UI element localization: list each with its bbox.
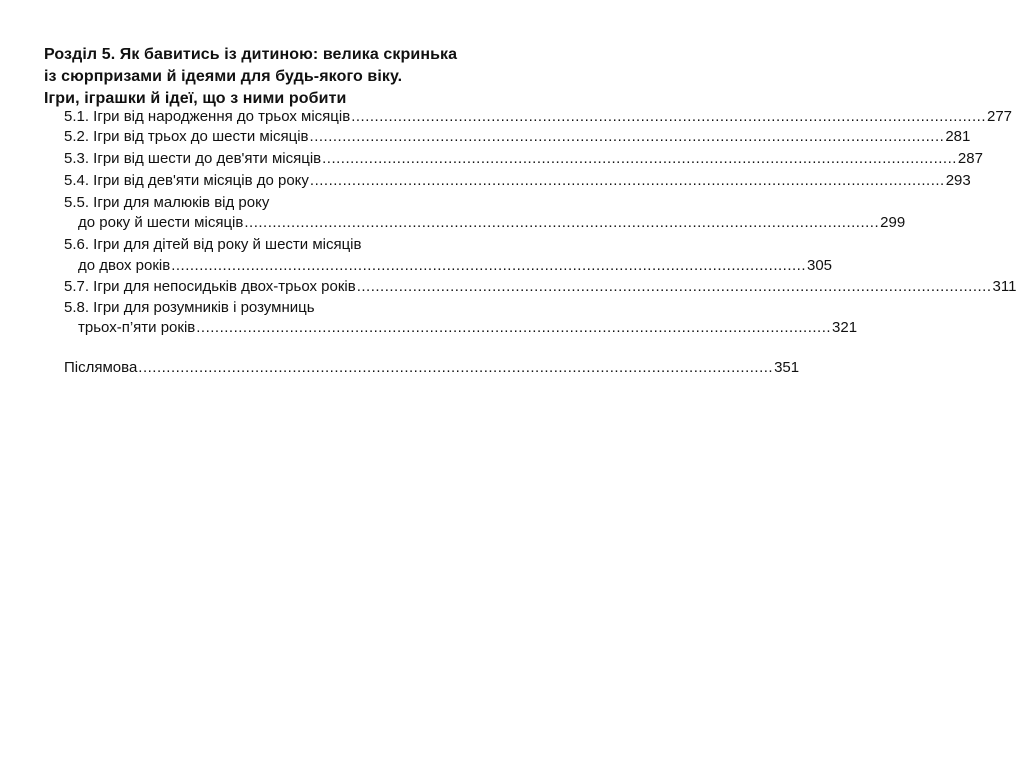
dot-leader: ........................................................................................................................................ <box>138 359 774 376</box>
toc-entry-title: 5.2. Ігри від трьох до шести місяців <box>64 128 309 145</box>
toc-entry-5-5[interactable] <box>78 213 906 233</box>
toc-entry-5-3[interactable] <box>64 149 983 169</box>
dot-leader: ........................................................................................................................................ <box>356 278 992 295</box>
toc-entry-5-1[interactable] <box>64 107 1013 127</box>
chapter-heading-line-1: Розділ 5. Як бавитись із дитиною: велика скринька <box>44 46 458 63</box>
toc-entry-title: 5.7. Ігри для непосидьків двох-трьох років <box>64 278 356 295</box>
toc-page-number: 293 <box>945 172 971 189</box>
toc-entry-title: 5.3. Ігри від шести до дев'яти місяців <box>64 150 322 167</box>
toc-entry-5-2[interactable] <box>64 127 971 147</box>
toc-entry-5-6[interactable] <box>78 256 833 276</box>
toc-entry-5-7[interactable] <box>64 277 1016 297</box>
toc-page-number: 305 <box>807 257 833 274</box>
toc-page-number: 281 <box>945 128 971 145</box>
toc-entry-title: трьох-п’яти років <box>78 319 196 336</box>
toc-entry-5-8[interactable] <box>78 318 858 338</box>
dot-leader: ........................................................................................................................................ <box>309 128 945 145</box>
dot-leader: ........................................................................................................................................ <box>351 108 986 125</box>
toc-entry-5-4[interactable] <box>64 171 971 191</box>
chapter-heading-line-2: із сюрпризами й ідеями для будь-якого віку. <box>44 68 403 85</box>
toc-entry-title: до двох років <box>78 257 171 274</box>
chapter-heading-line-3: Ігри, іграшки й ідеї, що з ними робити <box>44 90 347 107</box>
dot-leader: ........................................................................................................................................ <box>322 150 957 167</box>
dot-leader: ........................................................................................................................................ <box>309 172 945 189</box>
dot-leader: ........................................................................................................................................ <box>196 319 832 336</box>
toc-entry-title: 5.4. Ігри від дев'яти місяців до року <box>64 172 309 189</box>
toc-entry-title: Післямова <box>64 359 138 376</box>
dot-leader: ........................................................................................................................................ <box>171 257 806 274</box>
toc-page-number: 311 <box>992 278 1016 295</box>
toc-page-number: 321 <box>832 319 858 336</box>
toc-entry-5-5-line-1[interactable]: 5.5. Ігри для малюків від року <box>64 194 270 211</box>
toc-page-number: 299 <box>880 214 906 231</box>
toc-entry-5-8-line-1[interactable]: 5.8. Ігри для розумників і розумниць <box>64 299 315 316</box>
dot-leader: ........................................................................................................................................ <box>244 214 880 231</box>
toc-entry-afterword[interactable] <box>64 358 800 378</box>
toc-page-number: 287 <box>957 150 983 167</box>
toc-page-number: 351 <box>774 359 800 376</box>
toc-entry-5-6-line-1[interactable]: 5.6. Ігри для дітей від року й шести місяців <box>64 236 362 253</box>
toc-entry-title: 5.1. Ігри від народження до трьох місяців <box>64 108 351 125</box>
toc-entry-title: до року й шести місяців <box>78 214 244 231</box>
toc-page-number: 277 <box>986 108 1013 125</box>
